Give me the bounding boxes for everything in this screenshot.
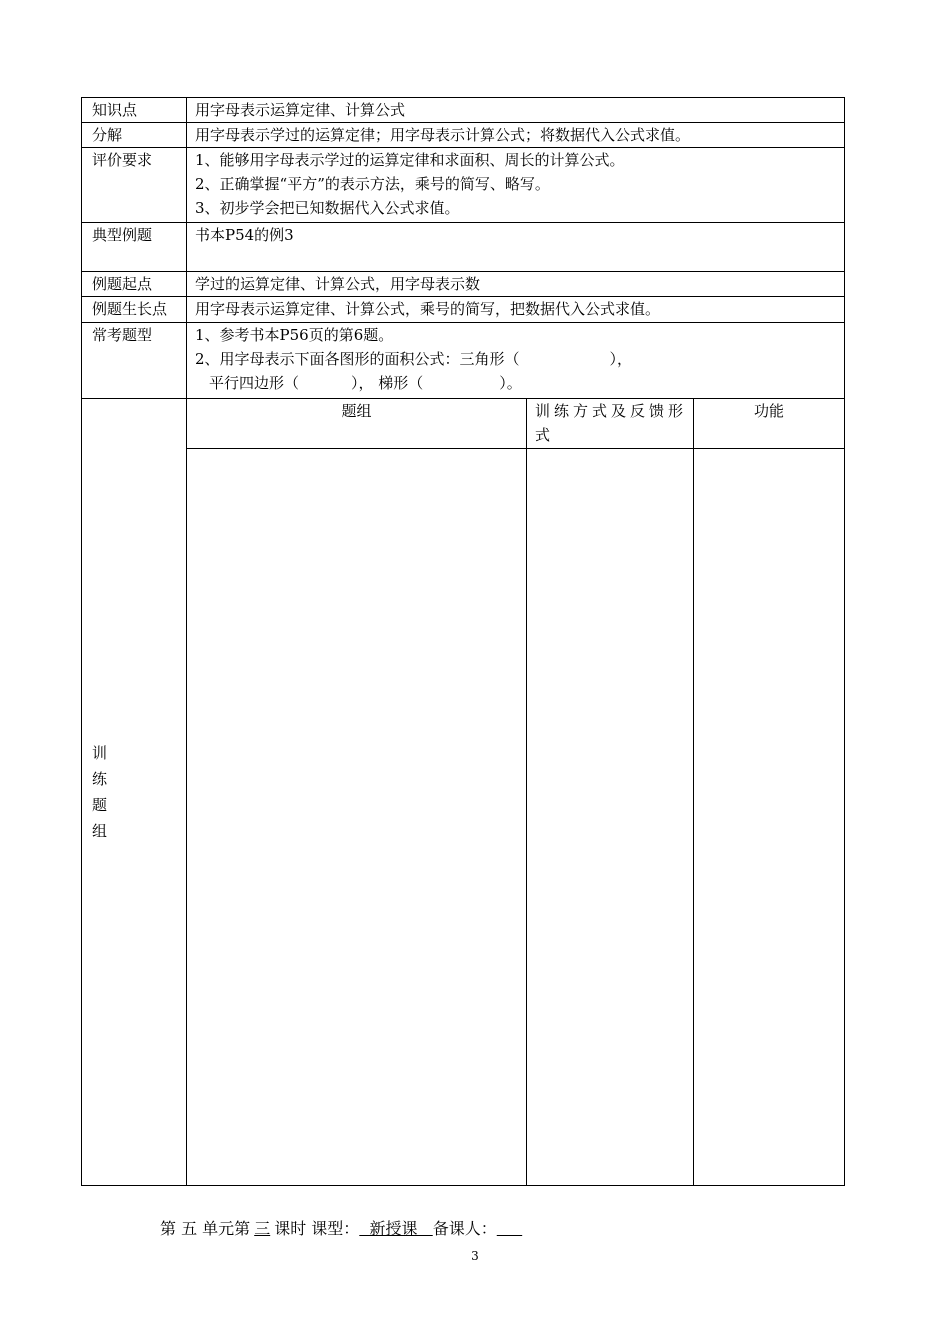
example-content: 书本P54的例3: [187, 223, 845, 272]
footer-lesson-type: 新授课: [359, 1219, 433, 1238]
footer-unit-text: 第 五 单元第: [160, 1219, 251, 1238]
common-line-3-text: 平行四边形（: [209, 374, 300, 392]
growth-label: 例题生长点: [82, 297, 187, 323]
row-knowledge: [82, 98, 845, 123]
training-label-char: 题: [92, 796, 108, 814]
start-label: 例题起点: [82, 272, 187, 297]
breakdown-content: 用字母表示学过的运算定律；用字母表示计算公式；将数据代入公式求值。: [187, 123, 845, 148]
evaluation-item-1: 1、能够用字母表示学过的运算定律和求面积、周长的计算公式。: [195, 151, 625, 169]
footer-lesson-number: 三: [254, 1219, 271, 1238]
evaluation-item-3: 3、初步学会把已知数据代入公式求值。: [195, 199, 460, 217]
growth-content: 用字母表示运算定律、计算公式，乘号的简写，把数据代入公式求值。: [187, 297, 845, 323]
row-start: [82, 272, 845, 297]
evaluation-item-2: 2、正确掌握“平方”的表示方法，乘号的简写、略写。: [195, 175, 550, 193]
footer-type-label: 课时 课型：: [274, 1219, 360, 1238]
common-line-2-end: ），: [609, 350, 633, 368]
evaluation-content: [187, 148, 845, 223]
training-label-char: 练: [92, 770, 108, 788]
common-line-3-mid: ）， 梯形（: [351, 374, 424, 392]
start-content: 学过的运算定律、计算公式，用字母表示数: [187, 272, 845, 297]
knowledge-content: 用字母表示运算定律、计算公式: [187, 98, 845, 123]
row-training-header: [82, 399, 845, 449]
row-example: [82, 223, 845, 272]
common-line-3-end: ）。: [499, 374, 522, 392]
breakdown-label: 分解: [82, 123, 187, 148]
row-breakdown: [82, 123, 845, 148]
group-cell: [187, 449, 527, 1186]
common-line-1: 1、参考书本P56页的第6题。: [195, 326, 394, 344]
evaluation-label: 评价要求: [82, 148, 187, 223]
row-evaluation: [82, 148, 845, 223]
training-label: [82, 399, 187, 1186]
knowledge-label: 知识点: [82, 98, 187, 123]
footer-teacher-label: 备课人：: [432, 1219, 497, 1238]
footer-teacher-blank: [497, 1219, 522, 1238]
page-number: 3: [471, 1249, 479, 1263]
common-line-2-text: 2、用字母表示下面各图形的面积公式：三角形（: [195, 350, 520, 368]
row-growth: [82, 297, 845, 323]
method-cell: [527, 449, 694, 1186]
training-label-char: 组: [92, 822, 108, 840]
lesson-plan-table: [81, 97, 845, 1186]
col-header-method: 训练方式及反馈形式: [527, 399, 694, 449]
common-line-3: [195, 371, 836, 395]
function-cell: [694, 449, 845, 1186]
training-label-char: 训: [92, 744, 108, 762]
common-label: 常考题型: [82, 323, 187, 399]
common-line-2: [195, 347, 836, 371]
col-header-function: 功能: [694, 399, 845, 449]
row-training-body: [82, 449, 845, 1186]
col-header-group: 题组: [187, 399, 527, 449]
example-label: 典型例题: [82, 223, 187, 272]
common-content: [187, 323, 845, 399]
row-common: [82, 323, 845, 399]
lesson-footer: [160, 1216, 522, 1239]
